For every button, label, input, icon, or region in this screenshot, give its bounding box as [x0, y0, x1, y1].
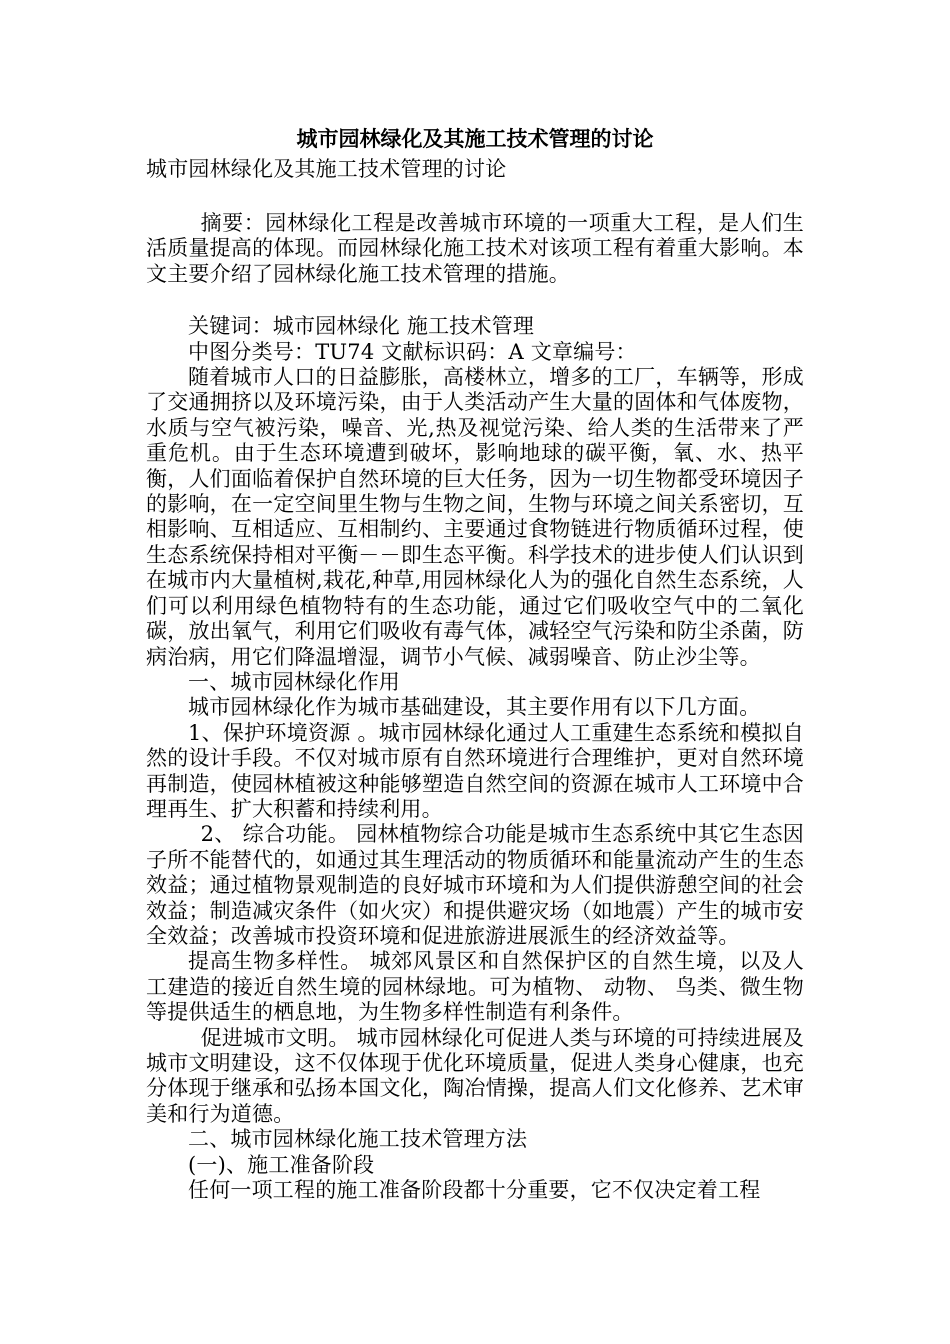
- body-paragraph: 城市园林绿化作为城市基础建设，其主要作用有以下几方面。: [188, 695, 761, 720]
- body-paragraph: 促进城市文明。 城市园林绿化可促进人类与环境的可持续进展及城市文明建设，这不仅体现于优化环境质量，促进人类身心健康，也充分体现于继承和弘扬本国文化，陶冶情操，提高人们文化修养、艺术审美和行为道德。: [146, 1025, 804, 1126]
- spacer: [146, 184, 804, 211]
- keywords-line: 关键词：城市园林绿化 施工技术管理: [188, 314, 535, 339]
- document-subtitle: 城市园林绿化及其施工技术管理的讨论: [146, 157, 507, 181]
- body-paragraph: 任何一项工程的施工准备阶段都十分重要，它不仅决定着工程: [188, 1178, 761, 1203]
- body-paragraph: 提高生物多样性。 城郊风景区和自然保护区的自然生境，以及人工建造的接近自然生境的园林绿地。可为植物、 动物、 鸟类、微生物等提供适生的栖息地，为生物多样性制造有利条件。: [146, 949, 804, 1025]
- classification-line: 中图分类号：TU74 文献标识码：A 文章编号：: [188, 339, 637, 364]
- document-title: 城市园林绿化及其施工技术管理的讨论: [296, 126, 654, 151]
- body-paragraph: 2、 综合功能。 园林植物综合功能是城市生态系统中其它生态因子所不能替代的，如通过其生理活动的物质循环和能量流动产生的生态效益；通过植物景观制造的良好城市环境和为人们提供游憩空间的社会效益；制造减灾条件（如火灾）和提供避灾场（如地震）产生的城市安全效益；改善城市投资环境和促进旅游进展派生的经济效益等。: [146, 822, 804, 948]
- section-heading: 二、城市园林绿化施工技术管理方法: [188, 1127, 528, 1152]
- section-heading: 一、城市园林绿化作用: [188, 669, 400, 694]
- spacer: [146, 287, 804, 314]
- document-body: [146, 154, 804, 1203]
- abstract-paragraph: 摘要：园林绿化工程是改善城市环境的一项重大工程，是人们生活质量提高的体现。而园林绿化施工技术对该项工程有着重大影响。本文主要介绍了园林绿化施工技术管理的措施。: [146, 211, 804, 286]
- body-paragraph: 1、保护环境资源 。城市园林绿化通过人工重建生态系统和模拟自然的设计手段。不仅对城市原有自然环境进行合理维护，更对自然环境再制造，使园林植被这种能够塑造自然空间的资源在城市人工环境中合理再生、扩大积蓄和持续利用。: [146, 720, 804, 821]
- body-paragraph: 随着城市人口的日益膨胀，高楼林立，增多的工厂，车辆等，形成了交通拥挤以及环境污染，由于人类活动产生大量的固体和气体废物，水质与空气被污染，噪音、光,热及视觉污染、给人类的生活带来了严重危机。由于生态环境遭到破坏，影响地球的碳平衡，氧、水、热平衡，人们面临着保护自然环境的巨大任务，因为一切生物都受环境因子的影响，在一定空间里生物与生物之间，生物与环境之间关系密切，互相影响、互相适应、互相制约、主要通过食物链进行物质循环过程，使生态系统保持相对平衡－－即生态平衡。科学技术的进步使人们认识到在城市内大量植树,栽花,种草,用园林绿化人为的强化自然生态系统，人们可以利用绿色植物特有的生态功能，通过它们吸收空气中的二氧化碳，放出氧气，利用它们吸收有毒气体，减轻空气污染和防尘杀菌，防病治病，用它们降温增湿，调节小气候、减弱噪音、防止沙尘等。: [146, 365, 804, 669]
- subsection-heading: (一)、施工准备阶段: [188, 1152, 375, 1177]
